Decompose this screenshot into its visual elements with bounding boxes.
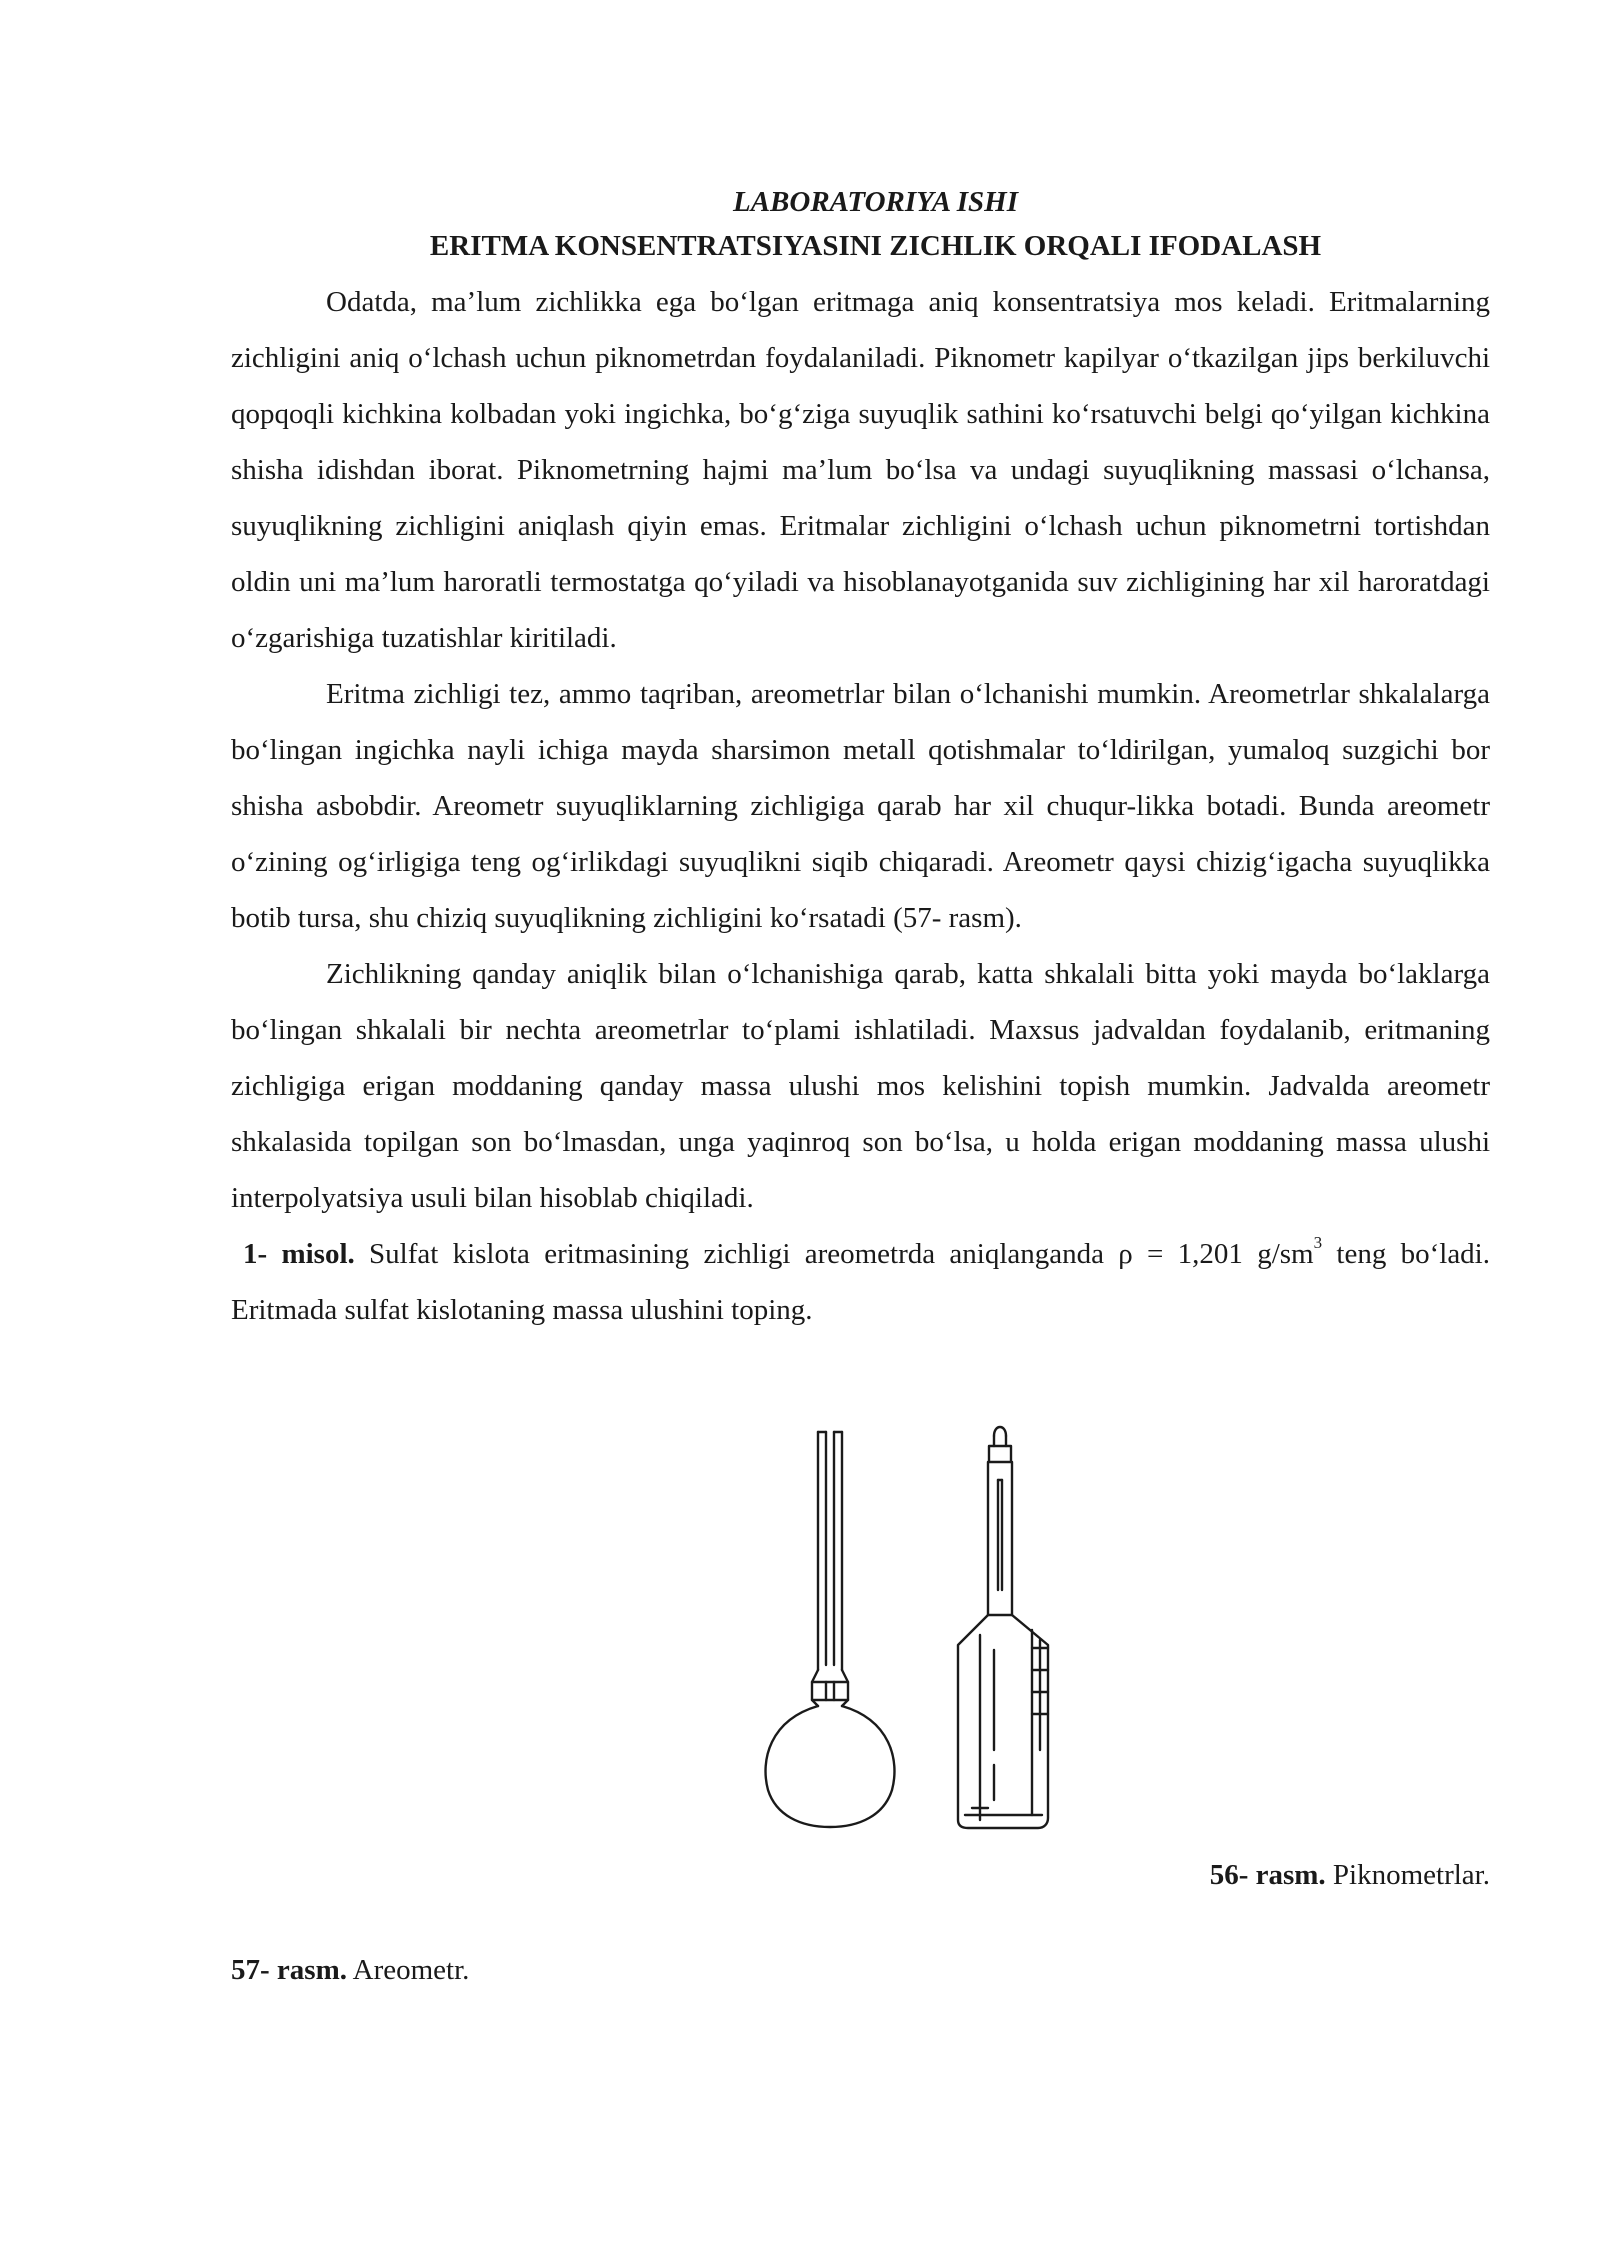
document-page bbox=[231, 180, 1490, 1338]
figure-56-text: Piknometrlar. bbox=[1325, 1859, 1490, 1891]
paragraph-3: Zichlikning qanday aniqlik bilan o‘lchanishiga qarab, katta shkalali bitta yoki mayda bo‘laklarga bo‘lingan shkalali bir nechta areometrlar to‘plami ishlatiladi. Maxsus jadvaldan foydalanib, eritmaning zichligiga erigan moddaning qanday massa ulushi mos kelishini topish mumkin. Jadvalda areometr shkalasida topilgan son bo‘lmasdan, unga yaqinroq son bo‘lsa, u holda erigan moddaning massa ulushi interpolyatsiya usuli bilan hisoblab chiqiladi. bbox=[231, 958, 1490, 1214]
paragraph-1: Odatda, ma’lum zichlikka ega bo‘lgan eritmaga aniq konsentratsiya mos keladi. Eritmalarning zichligini aniq o‘lchash uchun piknometrdan foydalaniladi. Piknometr kapilyar o‘tkazilgan jips berkiluvchi qopqoqli kichkina kolbadan yoki ingichka, bo‘g‘ziga suyuqlik sathini ko‘rsatuvchi belgi qo‘yilgan kichkina shisha idishdan iborat. Piknometrning hajmi ma’lum bo‘lsa va undagi suyuqlikning massasi o‘lchansa, suyuqlikning zichligini aniqlash qiyin emas. Eritmalar zichligini o‘lchash uchun piknometrni tortishdan oldin uni ma’lum haroratli termostatga qo‘yiladi va hisoblanayotganida suv zichligining har xil haroratdagi o‘zgarishiga tuzatishlar kiritiladi. bbox=[231, 286, 1490, 654]
figure-57-caption bbox=[231, 1950, 469, 1990]
example-label: 1- misol. bbox=[243, 1238, 355, 1270]
paragraph-2: Eritma zichligi tez, ammo taqriban, areometrlar bilan o‘lchanishi mumkin. Areometrlar shkalalarga bo‘lingan ingichka nayli ichiga mayda sharsimon metall qotishmalar to‘ldirilgan, yumaloq suzgichi bor shisha asbobdir. Areometr suyuqliklarning zichligiga qarab har xil chuqur-likka botadi. Bunda areometr o‘zining og‘irligiga teng og‘irlikdagi suyuqlikni siqib chiqaradi. Areometr qaysi chizig‘igacha suyuqlikka botib tursa, shu chiziq suyuqlikning zichligini ko‘rsatadi (57- rasm). bbox=[231, 678, 1490, 934]
example-superscript: 3 bbox=[1313, 1233, 1323, 1253]
figure-56-label: 56- rasm. bbox=[1209, 1859, 1326, 1891]
example-text-before: Sulfat kislota eritmasining zichligi areometrda aniqlanganda ρ = 1,201 g/sm bbox=[369, 1238, 1314, 1270]
figure-57-label: 57- rasm. bbox=[231, 1954, 347, 1986]
figure-56-caption bbox=[1210, 1855, 1490, 1895]
round-pycnometer-icon bbox=[766, 1432, 895, 1827]
example-text-after: teng bo‘ladi. Eritmada sulfat kislotaning massa ulushini toping. bbox=[231, 1238, 1490, 1326]
page-title: LABORATORIYA ISHI bbox=[732, 186, 1018, 218]
example-1 bbox=[231, 1226, 1490, 1338]
page-subtitle: ERITMA KONSENTRATSIYASINI ZICHLIK ORQALI IFODALASH bbox=[429, 230, 1322, 262]
pycnometers-illustration bbox=[760, 1420, 1060, 1840]
figure-57-text: Areometr. bbox=[346, 1954, 470, 1986]
bottle-pycnometer-icon bbox=[958, 1427, 1048, 1828]
